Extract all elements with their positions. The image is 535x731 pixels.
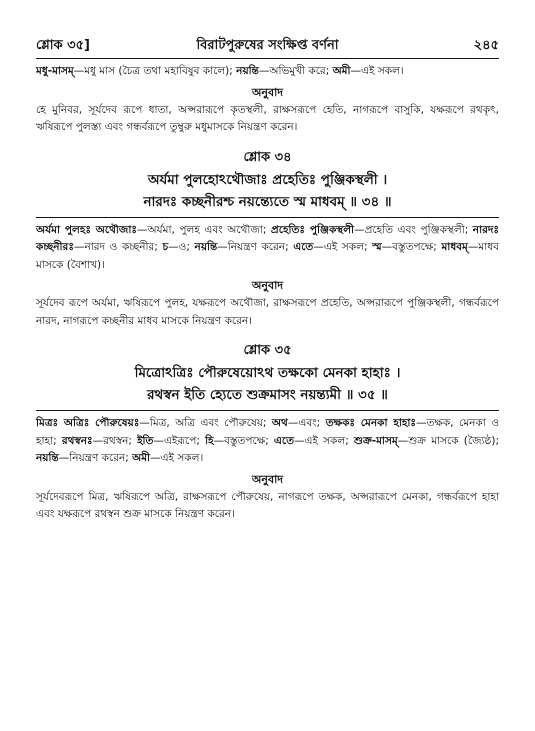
verse-34-line-2: নারদঃ কচ্ছনীরশ্চ নয়ন্ত্যেতে স্ম মাধবম্ ॥ ৩৪ ॥: [143, 193, 392, 210]
translation-label: অনুবাদ: [251, 472, 284, 486]
header-page-number: ২৪৫: [473, 38, 499, 53]
header-rule: [36, 58, 499, 59]
verse-rule: [36, 217, 499, 218]
header-verse-ref: শ্লোক ৩৫]: [36, 38, 90, 53]
synonyms-34: অর্যমা পুলহঃ অথৌজাঃ—অর্যমা, পুলহ এবং অথৌজা; প্রহেতিঃ পুঞ্জিকস্থলী—প্রহেতি এবং পুঞ্জিকস্থলী; নারদঃ কচ্ছনীরঃ—নারদ ও কচ্ছনীর; চ—ও; নয়ন্তি—নিয়ন্ত্রণ করেন; এতে—এই সকল; স্ম—বস্তুতপক্ষে; মাধবম্—মাধব মাসকে (বৈশাখ)।: [36, 223, 499, 271]
header-chapter-title: বিরাটপুরুষের সংক্ষিপ্ত বর্ণনা: [196, 38, 339, 53]
page-header: [36, 36, 499, 56]
translation-text-34: সূর্যদেব রূপে অর্যমা, ঋষিরূপে পুলহ, যক্ষরূপে অথৌজা, রাক্ষসরূপে প্রহেতি, অপ্সরারূপে পুঞ্জিকস্থলী, গন্ধর্বরূপে নারদ, নাগরূপে কচ্ছনীর মাধব মাসকে নিয়ন্ত্রণ করেন।: [36, 297, 499, 327]
verse-heading-34: শ্লোক ৩৪: [243, 149, 292, 165]
verse-35-line-2: রথস্বন ইতি হ্যেতে শুক্রমাসং নয়ন্ত্যমী ॥ ৩৫ ॥: [147, 387, 388, 403]
top-synonyms: মধু-মাসম্—মধু মাস (চৈত্র তথা মহাবিষুব কালে); নয়ন্তি—অভিমুখী করে; অমী—এই সকল।: [36, 65, 404, 77]
translation-label: অনুবাদ: [251, 85, 284, 99]
translation-text-33: হে মুনিবর, সূর্যদেব রূপে ধাতা, অপ্সরারূপে কৃতস্থলী, রাক্ষসরূপে হেতি, নাগরূপে বাসুকি, যক্ষরূপে রথকৃৎ, ঋষিরূপে পুলস্ত্য এবং গন্ধর্বরূপে তুম্বুরু মধুমাসকে নিয়ন্ত্রণ করেন।: [36, 103, 499, 133]
synonyms-35: মিত্রঃ অত্রিঃ পৌরুষেয়ঃ—মিত্র, অত্রি এবং পৌরুষেয়; অথ—এবং; তক্ষকঃ মেনকা হাহাঃ—তক্ষক, মেনকা ও হাহা; রথস্বনঃ—রথস্বন; ইতি—এইরূপে; হি—বস্তুতপক্ষে; এতে—এই সকল; শুক্র-মাসম্—শুক্র মাসকে (জ্যৈষ্ঠ); নয়ন্তি—নিয়ন্ত্রণ করেন; অমী—এই সকল।: [36, 417, 500, 464]
page-content: [36, 63, 499, 524]
translation-text-35: সূর্যদেবরূপে মিত্র, ঋষিরূপে অত্রি, রাক্ষসরূপে পৌরুষেয়, নাগরূপে তক্ষক, অপ্সরারূপে মেনকা, গন্ধর্বরূপে হাহা এবং যক্ষরূপে রথস্বন শুক্র মাসকে নিয়ন্ত্রণ করেন।: [36, 490, 499, 520]
translation-label: অনুবাদ: [251, 279, 284, 292]
verse-34-line-1: অর্যমা পুলহোঽথৌজাঃ প্রহেতিঃ পুঞ্জিকস্থলী ।: [147, 171, 388, 188]
verse-heading-35: শ্লোক ৩৫: [243, 343, 292, 358]
verse-35-line-1: মিত্রোঽত্রিঃ পৌরুষেয়োঽথ তক্ষকো মেনকা হাহাঃ ।: [134, 365, 401, 381]
verse-rule: [36, 410, 499, 411]
